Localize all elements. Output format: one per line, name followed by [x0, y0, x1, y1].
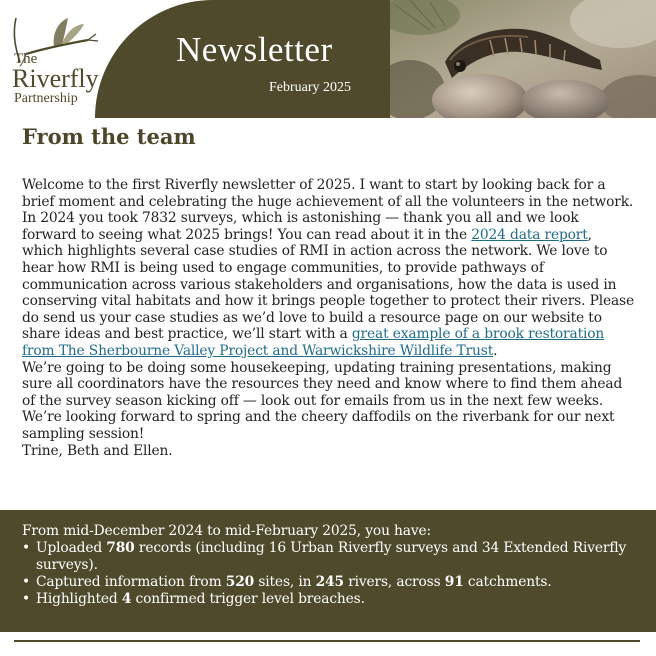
summary-item-records	[22, 540, 634, 574]
records-text-pre: Uploaded	[36, 540, 107, 556]
intro-text-part1: Welcome to the first Riverfly newsletter of 2025. I want to start by looking back for a brief moment and celebrating the huge achievement of all the volunteers in the network. In 2024 you took 7832 surveys, which is astonishing — thank you all and we look forward to seeing what 2025 brings! You can read about it in the	[22, 177, 634, 243]
logo-riverfly: Riverfly	[12, 64, 99, 93]
breaches-count: 4	[121, 591, 132, 607]
summary-item-breaches	[22, 591, 634, 608]
summary-intro: From mid-December 2024 to mid-February 2025, you have:	[22, 523, 432, 539]
intro-text-part3: .	[493, 342, 498, 359]
housekeeping-paragraph: We’re going to be doing some housekeeping, updating training presentations, making sure all coordinators have the resources they need and know where to find them ahead of the survey season kicking off — look out for emails from us in the next few weeks.	[22, 359, 623, 409]
records-text-post: records (including 16 Urban Riverfly surveys and 34 Extended Riverfly surveys).	[36, 540, 627, 573]
catchments-count: 91	[444, 574, 464, 590]
logo-the: The	[14, 51, 38, 67]
spring-paragraph: We’re looking forward to spring and the cheery daffodils on the riverbank for our next sampling session!	[22, 409, 615, 442]
sites-text-mid1: sites, in	[254, 574, 316, 590]
sites-text-pre: Captured information from	[36, 574, 226, 590]
newsletter-date: February 2025	[269, 80, 352, 95]
section-heading: From the team	[22, 124, 196, 149]
stats-summary-box	[0, 510, 656, 632]
header-banner	[0, 0, 656, 118]
logo-partnership: Partnership	[14, 91, 78, 106]
sites-text-post: catchments.	[463, 574, 552, 590]
rivers-count: 245	[315, 574, 344, 590]
breaches-text-pre: Highlighted	[36, 591, 122, 607]
sites-count: 520	[225, 574, 255, 590]
newsletter-title: Newsletter	[176, 30, 333, 69]
river-photo	[390, 0, 656, 118]
breaches-text-post: confirmed trigger level breaches.	[131, 591, 365, 607]
bottom-divider	[14, 640, 640, 642]
records-count: 780	[106, 540, 135, 556]
data-report-link[interactable]: 2024 data report	[471, 226, 588, 243]
intro-text-part2: , which highlights several case studies of RMI in action across the network. We love to hear how RMI is being used to engage communities, to provide pathways of communication across various stakeholders and organisations, how the data is used in conserving vital habitats and how it brings people together to protect their rivers. Please do send us your case studies as we’d love to build a resource page on our website to share ideas and best practice, we’ll start with a	[22, 226, 635, 343]
intro-paragraph	[22, 177, 636, 360]
summary-item-sites	[22, 574, 634, 591]
team-message	[22, 177, 636, 459]
brook-restoration-link[interactable]: great example of a brook restoration from The Sherbourne Valley Project and Warwickshire Wildlife Trust	[22, 326, 605, 359]
sites-text-mid2: rivers, across	[343, 574, 445, 590]
logo-wordmark	[12, 52, 99, 106]
signoff: Trine, Beth and Ellen.	[22, 442, 173, 459]
summary-list	[22, 540, 634, 608]
